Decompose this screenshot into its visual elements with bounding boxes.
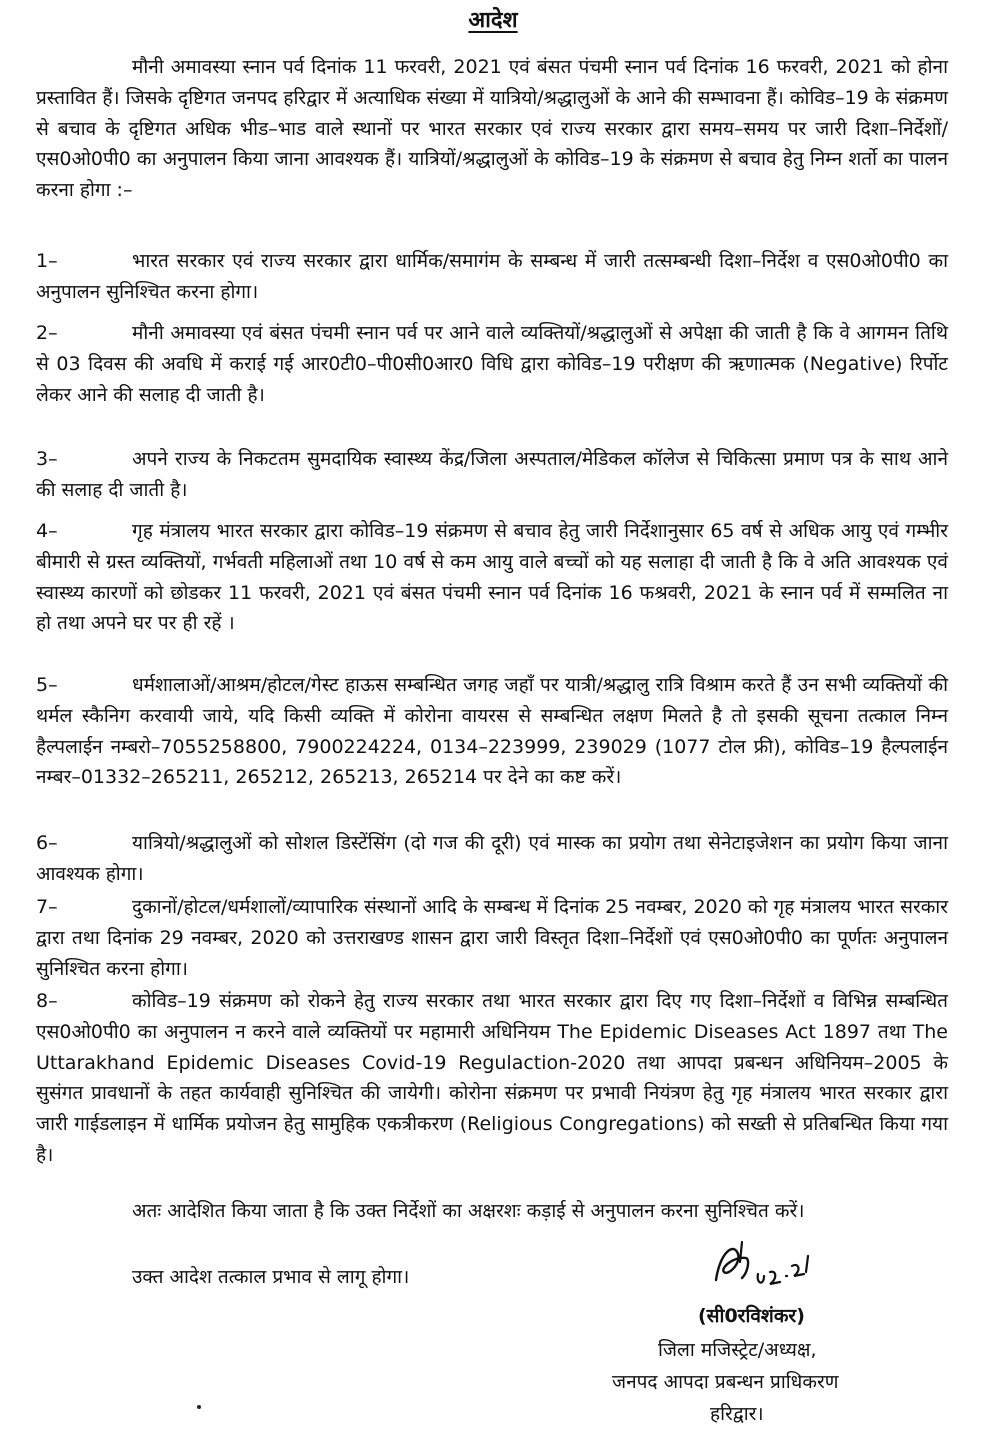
- condition-item-7: [36, 892, 948, 984]
- condition-item-3: [36, 444, 948, 506]
- condition-text: अपने राज्य के निकटतम सुमदायिक स्वास्थ्य केंद्र/जिला अस्पताल/मेडिकल कॉलेज से चिकित्सा प्रमाण पत्र के साथ आने की सलाह दी जाती है।: [36, 448, 948, 501]
- condition-text: धर्मशालाओं/आश्रम/होटल/गेस्ट हाऊस सम्बन्धित जगह जहाँ पर यात्री/श्रद्धालु रात्रि विश्राम करते हैं उन सभी व्यक्तियों की थर्मल स्कैनिग करवायी जाये, यदि किसी व्यक्ति में कोरोना वायरस से सम्बन्धित लक्षण मिलते है तो इसकी सूचना तत्काल निम्न हैल्पलाईन नम्बरो–7055258800, 7900224224, 0134–223999, 239029 (1077 टोल फ्री), कोविड–19 हैल्पलाईन नम्बर–01332–265211, 265212, 265213, 265214 पर देने का कष्ट करें।: [36, 674, 948, 789]
- condition-text: गृह मंत्रालय भारत सरकार द्वारा कोविड–19 संक्रमण से बचाव हेतु जारी निर्देशानुसार 65 वर्ष से अधिक आयु एवं गम्भीर बीमारी से ग्रस्त व्यक्तियों, गर्भवती महिलाओं तथा 10 वर्ष से कम आयु वाले बच्चों को यह सलाहा दी जाती है कि वे अति आवश्यक एवं स्वास्थ्य कारणों को छोडकर 11 फरवरी, 2021 एवं बंसत पंचमी स्नान पर्व दिनांक 16 फश्रवरी, 2021 के स्नान पर्व में सम्मलित ना हो तथा अपने घर पर ही रहें ।: [36, 520, 948, 635]
- signatory-authority: जनपद आपदा प्रबन्धन प्राधिकरण: [612, 1371, 839, 1393]
- condition-text: भारत सरकार एवं राज्य सरकार द्वारा धार्मिक/समागंम के सम्बन्ध में जारी तत्सम्बन्धी दिशा–निर्देश व एस0ओ0पी0 का अनुपालन सुनिश्चित करना होगा।: [36, 250, 948, 303]
- condition-text: कोविड–19 संक्रमण को रोकने हेतु राज्य सरकार तथा भारत सरकार द्वारा दिए गए दिशा–निर्देशों व विभिन्न सम्बन्धित एस0ओ0पी0 का अनुपालन न करने वाले व्यक्तियों पर महामारी अधिनियम The Epidemic Diseases Act 1897 तथा The Uttarakhand Epidemic Diseases Covid-19 Regulaction-2020 तथा आपदा प्रबन्धन अधिनियम–2005 के सुसंगत प्रावधानों के तहत कार्यवाही सुनिश्चित की जायेगी। कोरोना संक्रमण पर प्रभावी नियंत्रण हेतु गृह मंत्रालय भारत सरकार द्वारा जारी गाईडलाइन में धार्मिक प्रयोजन हेतु सामुहिक एकत्रीकरण (Religious Congregations) को सख्ती से प्रतिबन्धित किया गया है।: [36, 990, 948, 1166]
- closing-text: अतः आदेशित किया जाता है कि उक्त निर्देशों का अक्षरशः कड़ाई से अनुपालन करना सुनिश्चित करें।: [132, 1200, 805, 1222]
- condition-number: 5–: [36, 674, 58, 696]
- condition-number: 4–: [36, 520, 58, 542]
- condition-item-8: [36, 986, 948, 1171]
- condition-item-2: [36, 318, 948, 410]
- intro-text: मौनी अमावस्या स्नान पर्व दिनांक 11 फरवरी, 2021 एवं बंसत पंचमी स्नान पर्व दिनांक 16 फरवरी, 2021 को होना प्रस्तावित हैं। जिसके दृष्टिगत जनपद हरिद्वार में अत्याधिक संख्या में यात्रियो/श्रद्धालुओं के आने की सम्भावना हैं। कोविड–19 के संक्रमण से बचाव के दृष्टिगत अधिक भीड–भाड वाले स्थानों पर भारत सरकार एवं राज्य सरकार द्वारा समय–समय पर जारी दिशा–निर्देशों/एस0ओ0पी0 का अनुपालन किया जाना आवश्यक हैं। यात्रियों/श्रद्धालुओं के कोविड–19 के संक्रमण से बचाव हेतु निम्न शर्तो का पालन करना होगा :–: [36, 56, 948, 202]
- closing-paragraph: [36, 1196, 948, 1227]
- document-title: [0, 4, 986, 34]
- condition-number: 7–: [36, 896, 58, 918]
- scan-speck: [197, 1405, 201, 1409]
- condition-number: 1–: [36, 250, 58, 272]
- condition-number: 2–: [36, 322, 58, 344]
- signatory-name: (सी0रविशंकर): [698, 1305, 805, 1327]
- condition-item-6: [36, 828, 948, 890]
- condition-item-4: [36, 516, 948, 639]
- condition-text: दुकानों/होटल/धर्मशालों/व्यापारिक संस्थानों आदि के सम्बन्ध में दिनांक 25 नवम्बर, 2020 को गृह मंत्रालय भारत सरकार द्वारा तथा दिनांक 29 नवम्बर, 2020 को उत्तराखण्ड शासन द्वारा जारी विस्तृत दिशा–निर्देशों एवं एस0ओ0पी0 का पूर्णतः अनुपालन सुनिश्चित करना होगा।: [36, 896, 948, 980]
- condition-item-1: [36, 246, 948, 308]
- signatory-designation: जिला मजिस्ट्रेट/अध्यक्ष,: [658, 1339, 817, 1361]
- condition-text: यात्रियो/श्रद्धालुओं को सोशल डिस्टेंसिंग (दो गज की दूरी) एवं मास्क का प्रयोग तथा सेनेटाइजेशन का प्रयोग किया जाना आवश्यक होगा।: [36, 832, 948, 885]
- condition-number: 8–: [36, 990, 58, 1012]
- condition-item-5: [36, 670, 948, 793]
- document-title-text: आदेश: [468, 8, 518, 33]
- effective-text: उक्त आदेश तत्काल प्रभाव से लागू होगा।: [132, 1266, 410, 1288]
- condition-number: 3–: [36, 448, 58, 470]
- signatory-place: हरिद्वार।: [710, 1403, 764, 1425]
- handwritten-signature: [698, 1232, 818, 1302]
- condition-number: 6–: [36, 832, 58, 854]
- intro-paragraph: [36, 52, 948, 206]
- condition-text: मौनी अमावस्या एवं बंसत पंचमी स्नान पर्व पर आने वाले व्यक्तियों/श्रद्धालुओं से अपेक्षा की जाती है कि वे आगमन तिथि से 03 दिवस की अवधि में कराई गई आर0टी0–पी0सी0आर0 विधि द्वारा कोविड–19 परीक्षण की ऋणात्मक (Negative) रिर्पोट लेकर आने की सलाह दी जाती है।: [36, 322, 948, 406]
